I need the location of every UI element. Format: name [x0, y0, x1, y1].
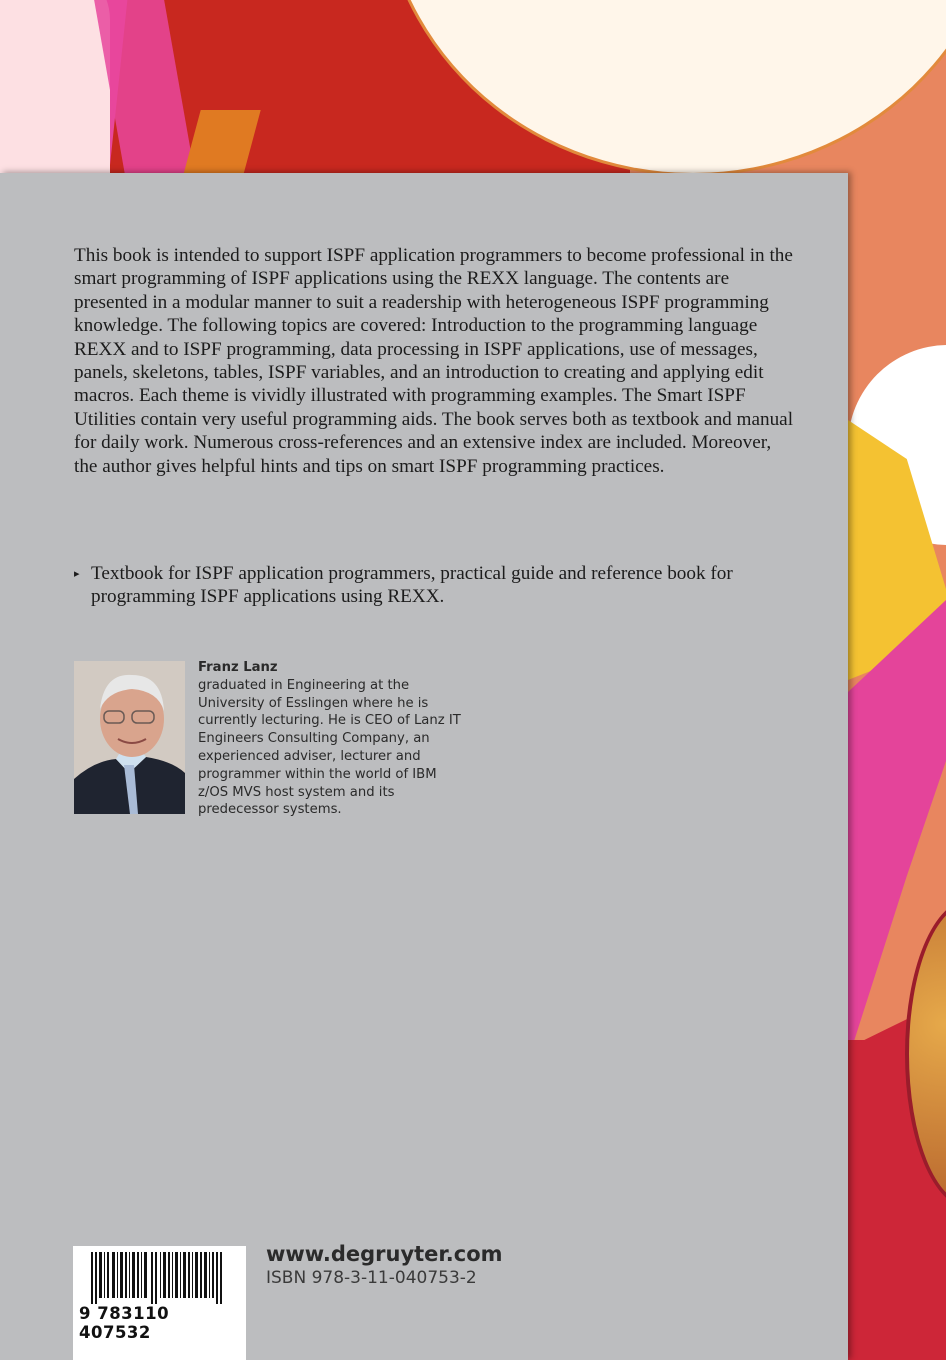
description-paragraph: This book is intended to support ISPF application programmers to become professional in the smart programming of ISPF applications using the REXX language. The contents are presented in a modular manner to suit a readership with heterogeneous ISPF programming knowledge. The following topics are covered: Introduction to the programming language REXX and to ISPF programming, data processing in ISPF applications, use of messages, panels, skeletons, tables, ISPF variables, and an introduction to creating and applying edit macros. Each theme is vividly illustrated with programming examples. The Smart ISPF Utilities contain very useful programming aids. The book serves both as textbook and manual for daily work. Numerous cross-references and an extensive index are included. Moreover, the author gives helpful hints and tips on smart ISPF programming practices.	[74, 245, 794, 477]
author-photo	[74, 661, 185, 814]
highlight-bullet	[74, 562, 794, 609]
highlight-text: Textbook for ISPF application programmers, practical guide and reference book for programming ISPF applications using REXX.	[91, 563, 733, 608]
author-bio	[198, 659, 468, 819]
triangle-right-icon: ▸	[74, 568, 80, 580]
barcode-icon	[81, 1252, 241, 1304]
barcode-digits: 9 783110 407532	[79, 1304, 170, 1342]
isbn-number: ISBN 978-3-11-040753-2	[266, 1268, 477, 1288]
author-bio-text: graduated in Engineering at the University of Esslingen where he is currently lecturing. He is CEO of Lanz IT Engineers Consulting Company, an experienced adviser, lecturer and programmer within the world of IBM z/OS MVS host system and its predecessor systems.	[198, 677, 461, 818]
book-description	[74, 244, 794, 478]
author-name: Franz Lanz	[198, 660, 278, 675]
isbn-barcode	[73, 1246, 246, 1360]
publisher-website-link[interactable]: www.degruyter.com	[266, 1242, 503, 1266]
